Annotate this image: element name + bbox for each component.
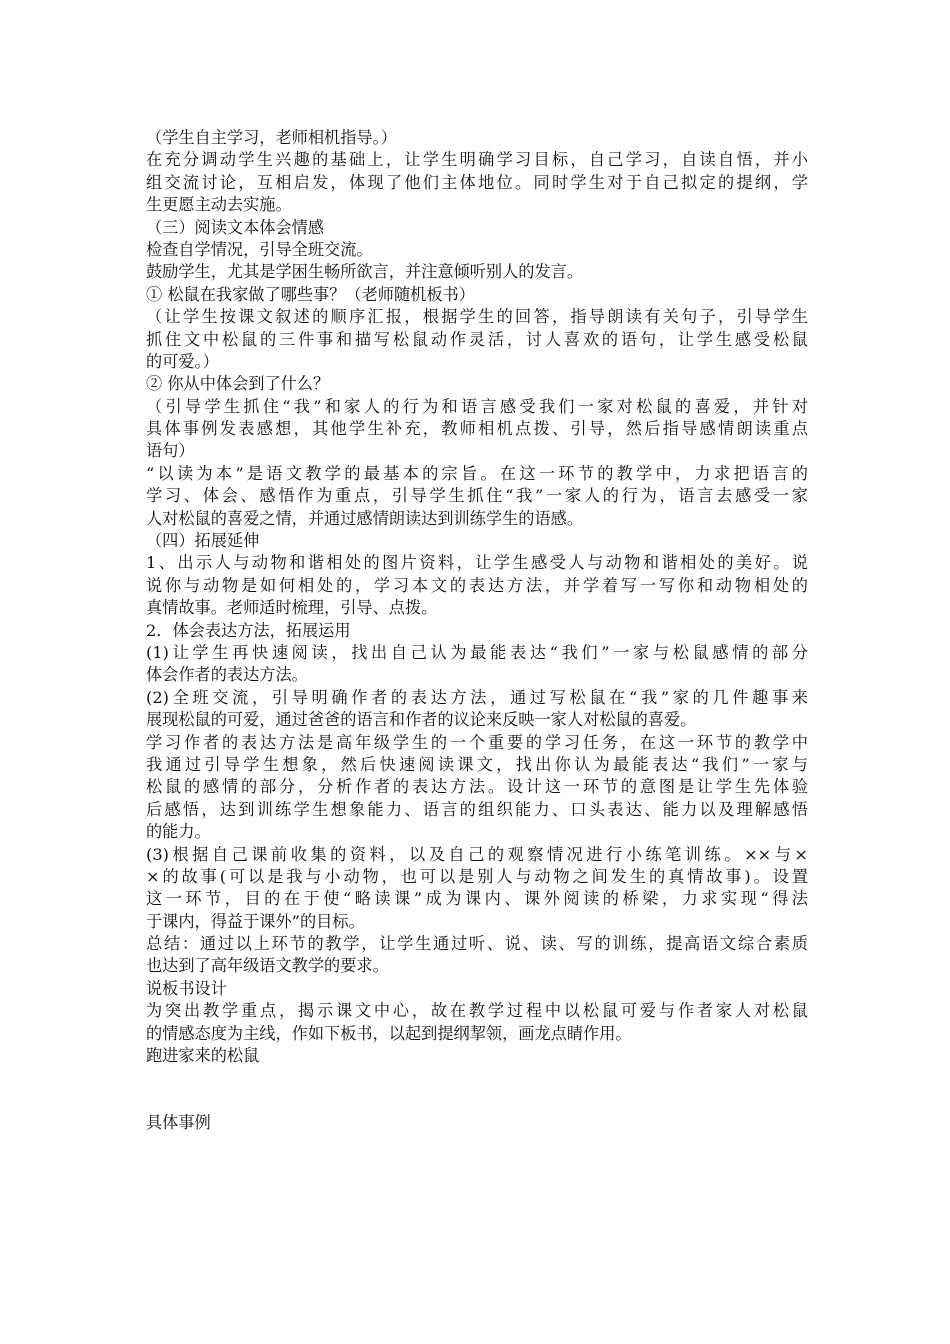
text-line: 跑进家来的松鼠 — [146, 1046, 260, 1066]
text-line: (2)全班交流，引导明确作者的表达方法，通过写松鼠在“我”家的几件趣事来 — [146, 687, 808, 707]
text-line: 为突出教学重点，揭示课文中心，故在教学过程中以松鼠可爱与作者家人对松鼠 — [146, 1001, 808, 1021]
text-line: 人对松鼠的喜爱之情，并通过感情朗读达到训练学生的语感。 — [146, 508, 584, 528]
text-line: 真情故事。老师适时梳理，引导、点拨。 — [146, 598, 438, 618]
text-line: 的能力。 — [146, 822, 211, 842]
text-line: 组交流讨论，互相启发，体现了他们主体地位。同时学生对于自己拟定的提纲，学 — [146, 172, 808, 192]
text-line: “以读为本”是语文教学的最基本的宗旨。在这一环节的教学中，力求把语言的 — [146, 463, 808, 483]
text-line: 说你与动物是如何相处的，学习本文的表达方法，并学着写一写你和动物相处的 — [146, 575, 808, 595]
text-line: 在充分调动学生兴趣的基础上，让学生明确学习目标，自己学习，自读自悟，并小 — [146, 150, 808, 170]
text-line: (3)根据自己课前收集的资料，以及自己的观察情况进行小练笔训练。××与× — [146, 844, 808, 864]
text-line: 说板书设计 — [146, 978, 227, 998]
text-line: 学习、体会、感悟作为重点，引导学生抓住“我”一家人的行为，语言去感受一家 — [146, 486, 808, 506]
text-line: 也达到了高年级语文教学的要求。 — [146, 956, 389, 976]
text-line: 后感悟，达到训练学生想象能力、语言的组织能力、口头表达、能力以及理解感悟 — [146, 799, 808, 819]
text-line: 检查自学情况，引导全班交流。 — [146, 239, 373, 259]
text-line: 1、出示人与动物和谐相处的图片资料，让学生感受人与动物和谐相处的美好。说 — [146, 553, 808, 573]
text-line: 具体事例 — [146, 1113, 211, 1133]
text-line: 的情感态度为主线，作如下板书，以起到提纲挈领，画龙点睛作用。 — [146, 1023, 632, 1043]
text-line: （引导学生抓住“我”和家人的行为和语言感受我们一家对松鼠的喜爱，并针对 — [146, 396, 808, 416]
text-line: 具体事例发表感想，其他学生补充，教师相机点拨、引导，然后指导感情朗读重点 — [146, 419, 808, 439]
text-line: 2．体会表达方法，拓展运用 — [146, 620, 351, 640]
text-line: 鼓励学生，尤其是学困生畅所欲言，并注意倾听别人的发言。 — [146, 262, 584, 282]
text-line: ×的故事(可以是我与小动物，也可以是别人与动物之间发生的真情故事)。设置 — [146, 866, 808, 886]
text-line: （学生自主学习，老师相机指导。） — [146, 128, 397, 147]
text-line: 语句） — [146, 441, 195, 461]
text-line: ② 你从中体会到了什么？ — [146, 374, 330, 394]
text-line: (1)让学生再快速阅读，找出自己认为最能表达“我们”一家与松鼠感情的部分 — [146, 642, 808, 662]
text-line: 总结：通过以上环节的教学，让学生通过听、说、读、写的训练，提高语文综合素质 — [146, 934, 808, 954]
text-line: 我通过引导学生想象，然后快速阅读课文，找出你认为最能表达“我们”一家与 — [146, 754, 808, 774]
text-line: 体会作者的表达方法。 — [146, 665, 308, 685]
text-line: （让学生按课文叙述的顺序汇报，根据学生的回答，指导朗读有关句子，引导学生 — [146, 307, 808, 327]
text-line: （三）阅读文本体会情感 — [146, 217, 325, 237]
text-line: 于课内，得益于课外”的目标。 — [146, 911, 365, 931]
text-line: 生更愿主动去实施。 — [146, 195, 292, 215]
text-line: 的可爱。） — [146, 351, 219, 371]
text-line: 松鼠的感情的部分，分析作者的表达方法。设计这一环节的意图是让学生先体验 — [146, 777, 808, 797]
text-line: 抓住文中松鼠的三件事和描写松鼠动作灵活，讨人喜欢的语句，让学生感受松鼠 — [146, 329, 808, 349]
text-line: 展现松鼠的可爱，通过爸爸的语言和作者的议论来反映一家人对松鼠的喜爱。 — [146, 710, 697, 730]
text-line: （四）拓展延伸 — [146, 531, 260, 551]
text-line: 学习作者的表达方法是高年级学生的一个重要的学习任务，在这一环节的教学中 — [146, 732, 808, 752]
text-line: 这一环节，目的在于使“略读课”成为课内、课外阅读的桥梁，力求实现“得法 — [146, 889, 808, 909]
document-body — [146, 127, 808, 1135]
blank-line — [146, 1067, 808, 1112]
text-line: ① 松鼠在我家做了哪些事？（老师随机板书） — [146, 284, 475, 304]
